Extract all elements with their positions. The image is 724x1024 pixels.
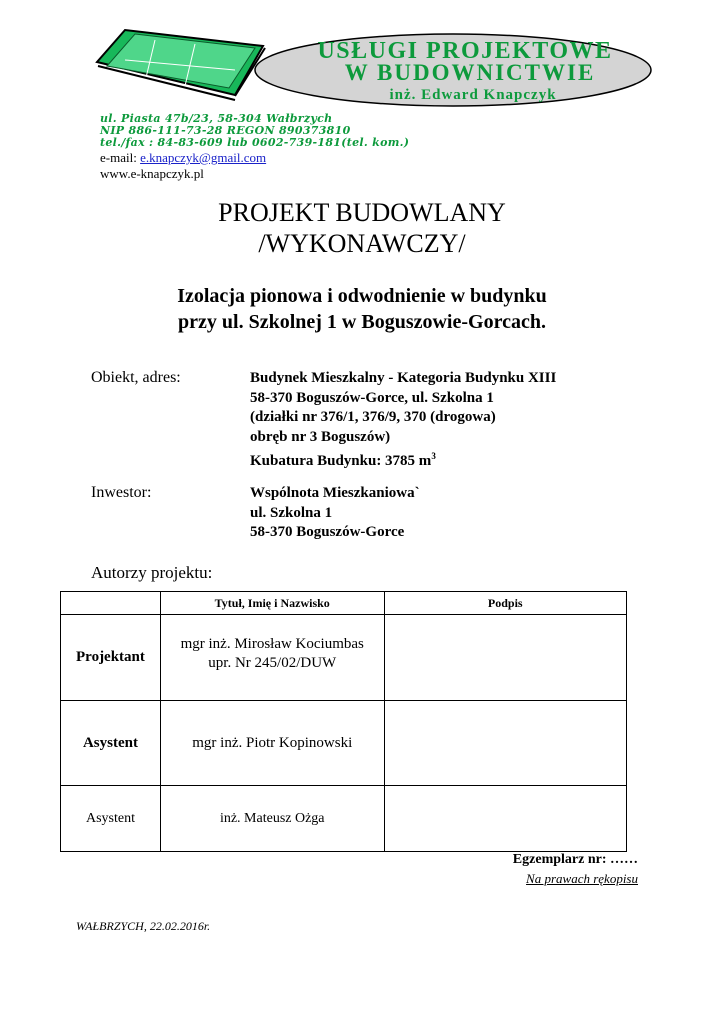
company-logo xyxy=(95,20,665,110)
header-signature: Podpis xyxy=(384,592,626,615)
role-cell: Projektant xyxy=(61,615,161,701)
authors-label: Autorzy projektu: xyxy=(91,563,213,582)
object-line: 58-370 Boguszów-Gorce, ul. Szkolna 1 xyxy=(250,389,494,406)
company-nip-regon: NIP 886-111-73-28 REGON 890373810 xyxy=(100,124,351,137)
name-cell: inż. Mateusz Ożga xyxy=(160,786,384,852)
investor-line: Wspólnota Mieszkaniowa` xyxy=(250,485,420,501)
table-row xyxy=(61,701,627,786)
table-header-row xyxy=(61,592,627,615)
role-cell: Asystent xyxy=(61,701,161,786)
table-row xyxy=(61,615,627,701)
signature-cell[interactable] xyxy=(384,701,626,786)
project-subject xyxy=(0,283,724,335)
website[interactable]: www.e-knapczyk.pl xyxy=(100,166,204,181)
blueprint-icon xyxy=(97,30,265,100)
copy-number: Egzemplarz nr: …… xyxy=(512,852,638,867)
role-cell: Asystent xyxy=(61,786,161,852)
subject-line2: przy ul. Szkolnej 1 w Boguszowie-Gorcach. xyxy=(178,311,546,333)
header-name: Tytuł, Imię i Nazwisko xyxy=(160,592,384,615)
object-details xyxy=(250,369,556,472)
email-link[interactable]: e.knapczyk@gmail.com xyxy=(140,150,267,165)
object-line: obręb nr 3 Boguszów) xyxy=(250,428,391,445)
company-name-line2: W BUDOWNICTWIE xyxy=(344,60,596,85)
document-title: PROJEKT BUDOWLANY xyxy=(218,198,506,227)
document-subtitle: /WYKONAWCZY/ xyxy=(258,229,466,258)
volume-unit-exponent: 3 xyxy=(431,451,436,461)
object-label: Obiekt, adres: xyxy=(91,369,181,386)
investor-label: Inwestor: xyxy=(91,484,152,501)
header-role xyxy=(61,592,161,615)
company-address: ul. Piasta 47b/23, 58-304 Wałbrzych xyxy=(100,112,333,125)
object-volume xyxy=(250,447,556,472)
place-date: WAŁBRZYCH, 22.02.2016r. xyxy=(76,919,211,933)
license-line: upr. Nr 245/02/DUW xyxy=(208,655,337,671)
company-name-line1: USŁUGI PROJEKTOWE xyxy=(317,38,613,64)
authors-table xyxy=(60,591,627,852)
table-row xyxy=(61,786,627,852)
company-owner: inż. Edward Knapczyk xyxy=(389,87,557,103)
name-cell xyxy=(160,615,384,701)
name-cell: mgr inż. Piotr Kopinowski xyxy=(160,701,384,786)
investor-details xyxy=(250,484,420,543)
volume-text: Kubatura Budynku: 3785 m xyxy=(250,453,432,469)
signature-cell[interactable] xyxy=(384,786,626,852)
subject-line1: Izolacja pionowa i odwodnienie w budynku xyxy=(177,285,547,307)
investor-line: 58-370 Boguszów-Gorce xyxy=(250,524,405,540)
investor-line: ul. Szkolna 1 xyxy=(250,504,333,521)
object-line: (działki nr 376/1, 376/9, 370 (drogowa) xyxy=(250,409,496,425)
company-phones: tel./fax : 84-83-609 lub 0602-739-181(tel. kom.) xyxy=(100,136,410,149)
email-label: e-mail: xyxy=(100,150,141,165)
manuscript-note: Na prawach rękopisu xyxy=(526,871,638,886)
email-line xyxy=(100,150,266,166)
name-line: mgr inż. Mirosław Kociumbas xyxy=(180,636,364,652)
object-line: Budynek Mieszkalny - Kategoria Budynku XIII xyxy=(250,370,557,386)
signature-cell[interactable] xyxy=(384,615,626,701)
